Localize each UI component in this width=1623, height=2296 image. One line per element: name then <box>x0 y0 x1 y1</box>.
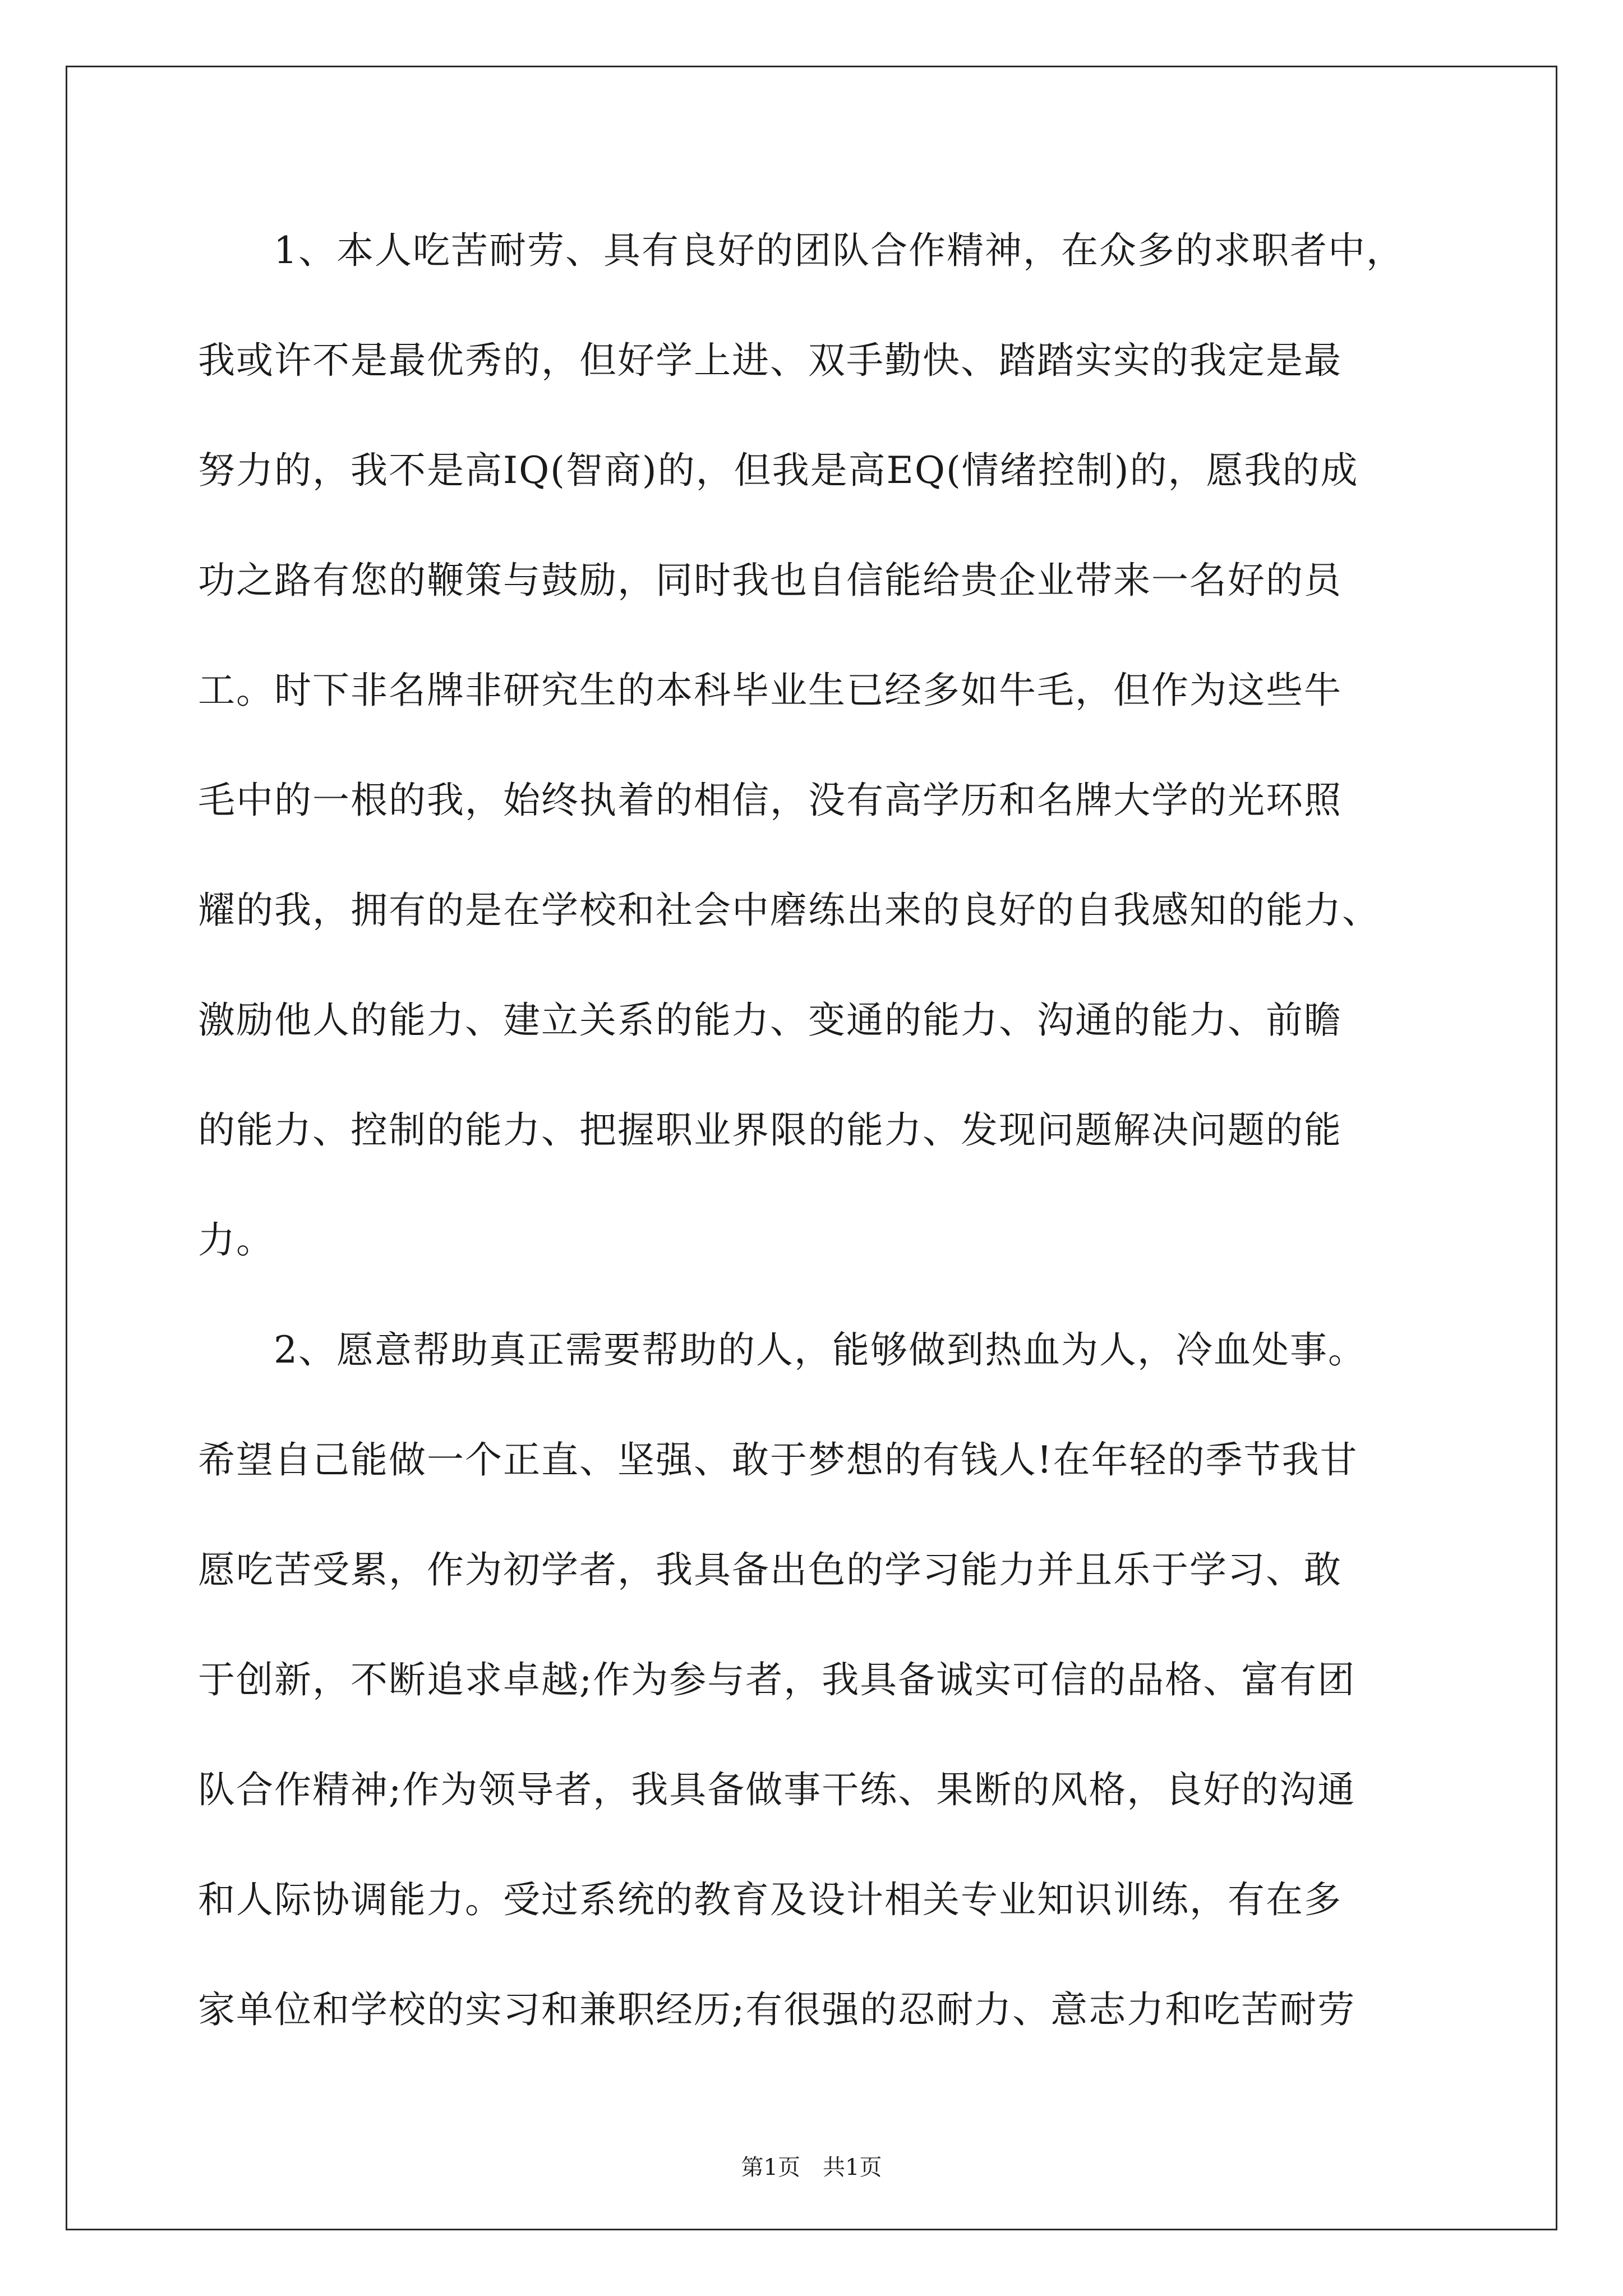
paragraph-1-line-5: 工。时下非名牌非研究生的本科毕业生已经多如牛毛，但作为这些牛 <box>198 669 1342 712</box>
paragraph-2-line-7: 家单位和学校的实习和兼职经历;有很强的忍耐力、意志力和吃苦耐劳 <box>198 1988 1356 2031</box>
paragraph-2-line-4: 于创新，不断追求卓越;作为参与者，我具备诚实可信的品格、富有团 <box>198 1658 1356 1701</box>
paragraph-1-line-1: 1、本人吃苦耐劳、具有良好的团队合作精神，在众多的求职者中， <box>274 229 1404 272</box>
paragraph-1-line-9: 的能力、控制的能力、把握职业界限的能力、发现问题解决问题的能 <box>198 1108 1342 1152</box>
paragraph-2-line-3: 愿吃苦受累，作为初学者，我具备出色的学习能力并且乐于学习、敢 <box>198 1548 1342 1591</box>
paragraph-1-line-6: 毛中的一根的我，始终执着的相信，没有高学历和名牌大学的光环照 <box>198 779 1342 822</box>
paragraph-1-line-10: 力。 <box>198 1218 274 1262</box>
paragraph-1-line-8: 激励他人的能力、建立关系的能力、变通的能力、沟通的能力、前瞻 <box>198 999 1342 1042</box>
paragraph-2-line-1: 2、愿意帮助真正需要帮助的人，能够做到热血为人，冷血处事。 <box>274 1328 1366 1372</box>
paragraph-1-line-4: 功之路有您的鞭策与鼓励，同时我也自信能给贵企业带来一名好的员 <box>198 559 1342 602</box>
paragraph-2-line-5: 队合作精神;作为领导者，我具备做事干练、果断的风格，良好的沟通 <box>198 1768 1356 1811</box>
paragraph-1-line-2: 我或许不是最优秀的，但好学上进、双手勤快、踏踏实实的我定是最 <box>198 339 1342 382</box>
paragraph-1-line-7: 耀的我，拥有的是在学校和社会中磨练出来的良好的自我感知的能力、 <box>198 889 1380 932</box>
paragraph-2-line-2: 希望自己能做一个正直、坚强、敢于梦想的有钱人!在年轻的季节我甘 <box>198 1438 1358 1481</box>
paragraph-2-line-6: 和人际协调能力。受过系统的教育及设计相关专业知识训练，有在多 <box>198 1878 1342 1921</box>
paragraph-1-line-3: 努力的，我不是高IQ(智商)的，但我是高EQ(情绪控制)的，愿我的成 <box>198 449 1359 492</box>
page-number-footer: 第1页 共1页 <box>741 2155 882 2180</box>
